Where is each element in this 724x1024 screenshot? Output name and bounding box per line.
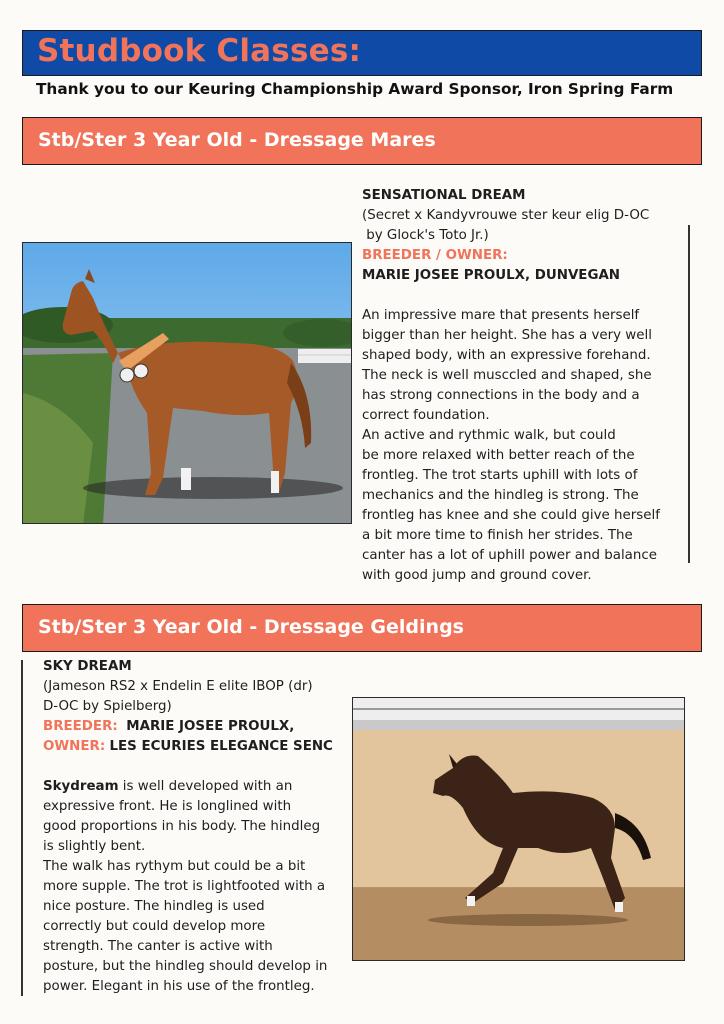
description-line: good proportions in his body. The hindleg: [43, 819, 321, 834]
breeder-value: MARIE JOSEE PROULX,: [126, 719, 295, 734]
description-line: An impressive mare that presents herself: [362, 308, 640, 323]
description-line: a bit more time to finish her strides. The: [362, 528, 633, 543]
description-line: be more relaxed with better reach of the: [362, 448, 635, 463]
title-banner: [22, 30, 702, 76]
description-line: An active and rythmic walk, but could: [362, 428, 616, 443]
description-line: has strong connections in the body and a: [362, 388, 640, 403]
description-line: is slightly bent.: [43, 839, 146, 854]
description-line: frontleg. The trot starts uphill with lots of: [362, 468, 638, 483]
description-line: power. Elegant in his use of the frontleg.: [43, 979, 315, 994]
description-line: correctly but could develop more: [43, 919, 266, 934]
description-line: is well developed with an: [118, 779, 293, 794]
owner-label: OWNER:: [43, 739, 106, 754]
description-line: The walk has rythym but could be a bit: [43, 859, 306, 874]
description-line: correct foundation.: [362, 408, 490, 423]
chestnut-mare-image: [23, 243, 352, 524]
owner-value: LES ECURIES ELEGANCE SENC: [109, 739, 333, 754]
description-line: with good jump and ground cover.: [362, 568, 592, 583]
gelding-details: [43, 657, 343, 997]
breeder-owner-value: MARIE JOSEE PROULX, DUNVEGAN: [362, 268, 621, 283]
pedigree-line: (Jameson RS2 x Endelin E elite IBOP (dr): [43, 679, 313, 694]
description-line: mechanics and the hindleg is strong. The: [362, 488, 639, 503]
section-heading-geldings: [22, 604, 702, 652]
description-line: more supple. The trot is lightfooted with a: [43, 879, 326, 894]
description-line: shaped body, with an expressive forehand.: [362, 348, 651, 363]
breeder-label: BREEDER:: [43, 719, 118, 734]
horse-name: SENSATIONAL DREAM: [362, 188, 526, 203]
horse-photo-sky-dream: [352, 697, 685, 961]
description-line: strength. The canter is active with: [43, 939, 273, 954]
description-line: bigger than her height. She has a very well: [362, 328, 652, 343]
description-line: nice posture. The hindleg is used: [43, 899, 265, 914]
section-heading-label: Stb/Ster 3 Year Old - Dressage Mares: [38, 129, 436, 151]
horse-name: SKY DREAM: [43, 659, 132, 674]
description-bold-lead: Skydream: [43, 779, 119, 794]
pedigree-line: (Secret x Kandyvrouwe ster keur elig D-OC: [362, 208, 650, 223]
pedigree-line: by Glock's Toto Jr.): [362, 228, 489, 243]
description-line: expressive front. He is longlined with: [43, 799, 292, 814]
section-heading-label: Stb/Ster 3 Year Old - Dressage Geldings: [38, 616, 464, 638]
page-title: Studbook Classes:: [37, 33, 362, 69]
breeder-owner-label: BREEDER / OWNER:: [362, 248, 508, 263]
description-line: The neck is well musccled and shaped, she: [362, 368, 652, 383]
mare-details: [362, 186, 682, 586]
bay-gelding-image: [353, 698, 685, 961]
description-line: posture, but the hindleg should develop in: [43, 959, 328, 974]
horse-photo-sensational-dream: [22, 242, 352, 524]
description-line: canter has a lot of uphill power and balance: [362, 548, 657, 563]
section-heading-mares: [22, 117, 702, 165]
sponsor-line: Thank you to our Keuring Championship Award Sponsor, Iron Spring Farm: [36, 80, 674, 98]
pedigree-line: D-OC by Spielberg): [43, 699, 172, 714]
divider-line: [688, 225, 690, 563]
divider-line: [21, 660, 23, 996]
description-line: frontleg has knee and she could give herself: [362, 508, 660, 523]
